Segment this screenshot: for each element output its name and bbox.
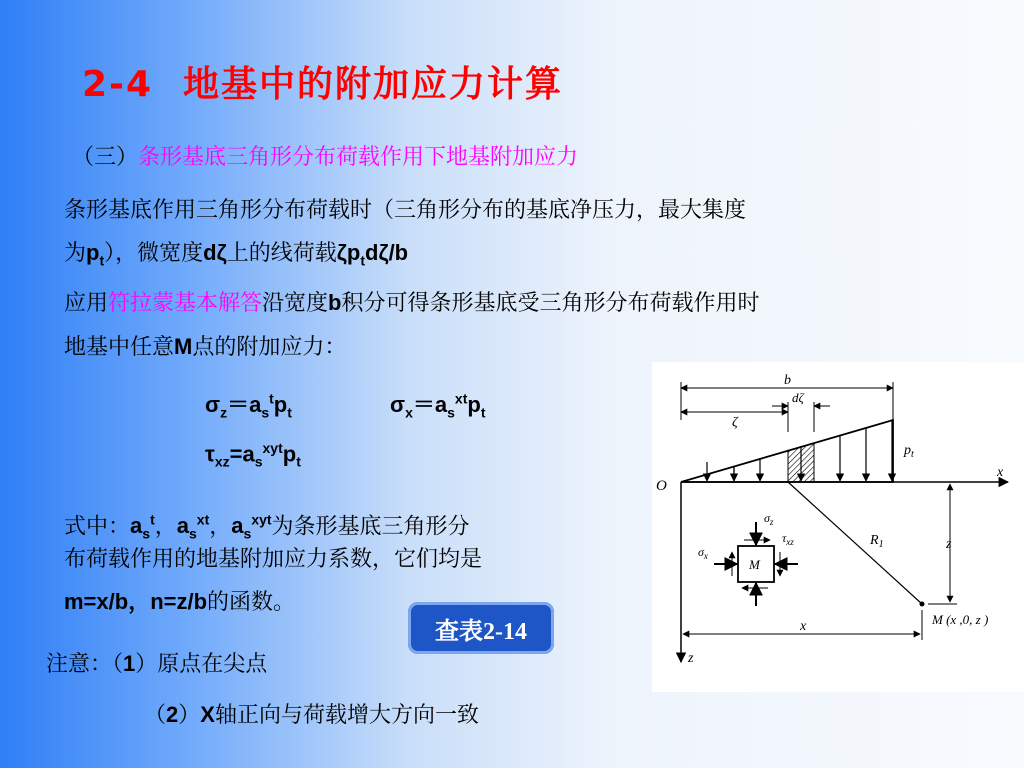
label-sigma-x: $\sigma_x$ (698, 545, 708, 561)
label-origin: O (656, 478, 667, 494)
label-R1: $R_1$ (870, 533, 884, 550)
stress-diagram-svg (652, 362, 1024, 692)
label-x-axis: x (997, 465, 1004, 480)
label-z-dim: z (946, 537, 952, 552)
formula-tau-xz: $\tau_{xz}=a_s^{xyt}p_t$ (205, 440, 301, 470)
section-title: 地基中的附加应力计算 (183, 64, 564, 105)
label-sigma-z: $\sigma_z$ (764, 511, 774, 527)
para1-line2: 为$p_t$），微宽度dζ上的线荷载$\zeta p_td\zeta/b$ (64, 240, 409, 269)
label-M: M (749, 557, 760, 572)
label-dzeta: dζ (792, 390, 804, 405)
section-number: 2-4 (82, 64, 154, 105)
label-b: b (784, 373, 791, 388)
note-2: （2）X轴正向与荷载增大方向一致 (144, 702, 479, 728)
label-x-dim: x (800, 619, 807, 634)
label-zeta: ζ (732, 415, 738, 430)
para1-line1: 条形基底作用三角形分布荷载时（三角形分布的基底净压力，最大集度 (64, 198, 747, 223)
slide-title (82, 56, 563, 107)
label-pt: $p_t$ (904, 443, 914, 460)
subtitle: （三）条形基底三角形分布荷载作用下地基附加应力 (72, 145, 579, 170)
formula-sigma-z: $\sigma_z=a_s^tp_t$ (205, 390, 292, 421)
para3-line2: 布荷载作用的地基附加应力系数，它们均是 (64, 547, 483, 572)
para2-line1: 应用符拉蒙基本解答沿宽度b积分可得条形基底受三角形分布荷载作用时 (64, 290, 760, 316)
para3-line1: 式中：$a_s^t$，$a_s^{xt}$，$a_s^{xyt}$为条形基底三角形分 (64, 512, 470, 542)
note-1: 注意：（1）原点在尖点 (46, 651, 268, 677)
subtitle-highlight: 条形基底三角形分布荷载作用下地基附加应力 (138, 145, 579, 170)
para2-highlight: 符拉蒙基本解答 (108, 291, 263, 316)
label-tau-xz: $\tau_{xz}$ (782, 531, 794, 547)
label-point-M: M (x ,0, z ) (932, 612, 989, 627)
stress-diagram (652, 362, 1024, 692)
para2-line2: 地基中任意M点的附加应力： (64, 334, 347, 360)
label-z-axis: z (688, 651, 694, 666)
formula-sigma-x: $\sigma_x=a_s^{xt}p_t$ (390, 390, 486, 421)
para3-line3: m=x/b，n=z/b的函数。 (64, 589, 296, 615)
lookup-table-button[interactable]: 查表2-14 (408, 602, 554, 654)
